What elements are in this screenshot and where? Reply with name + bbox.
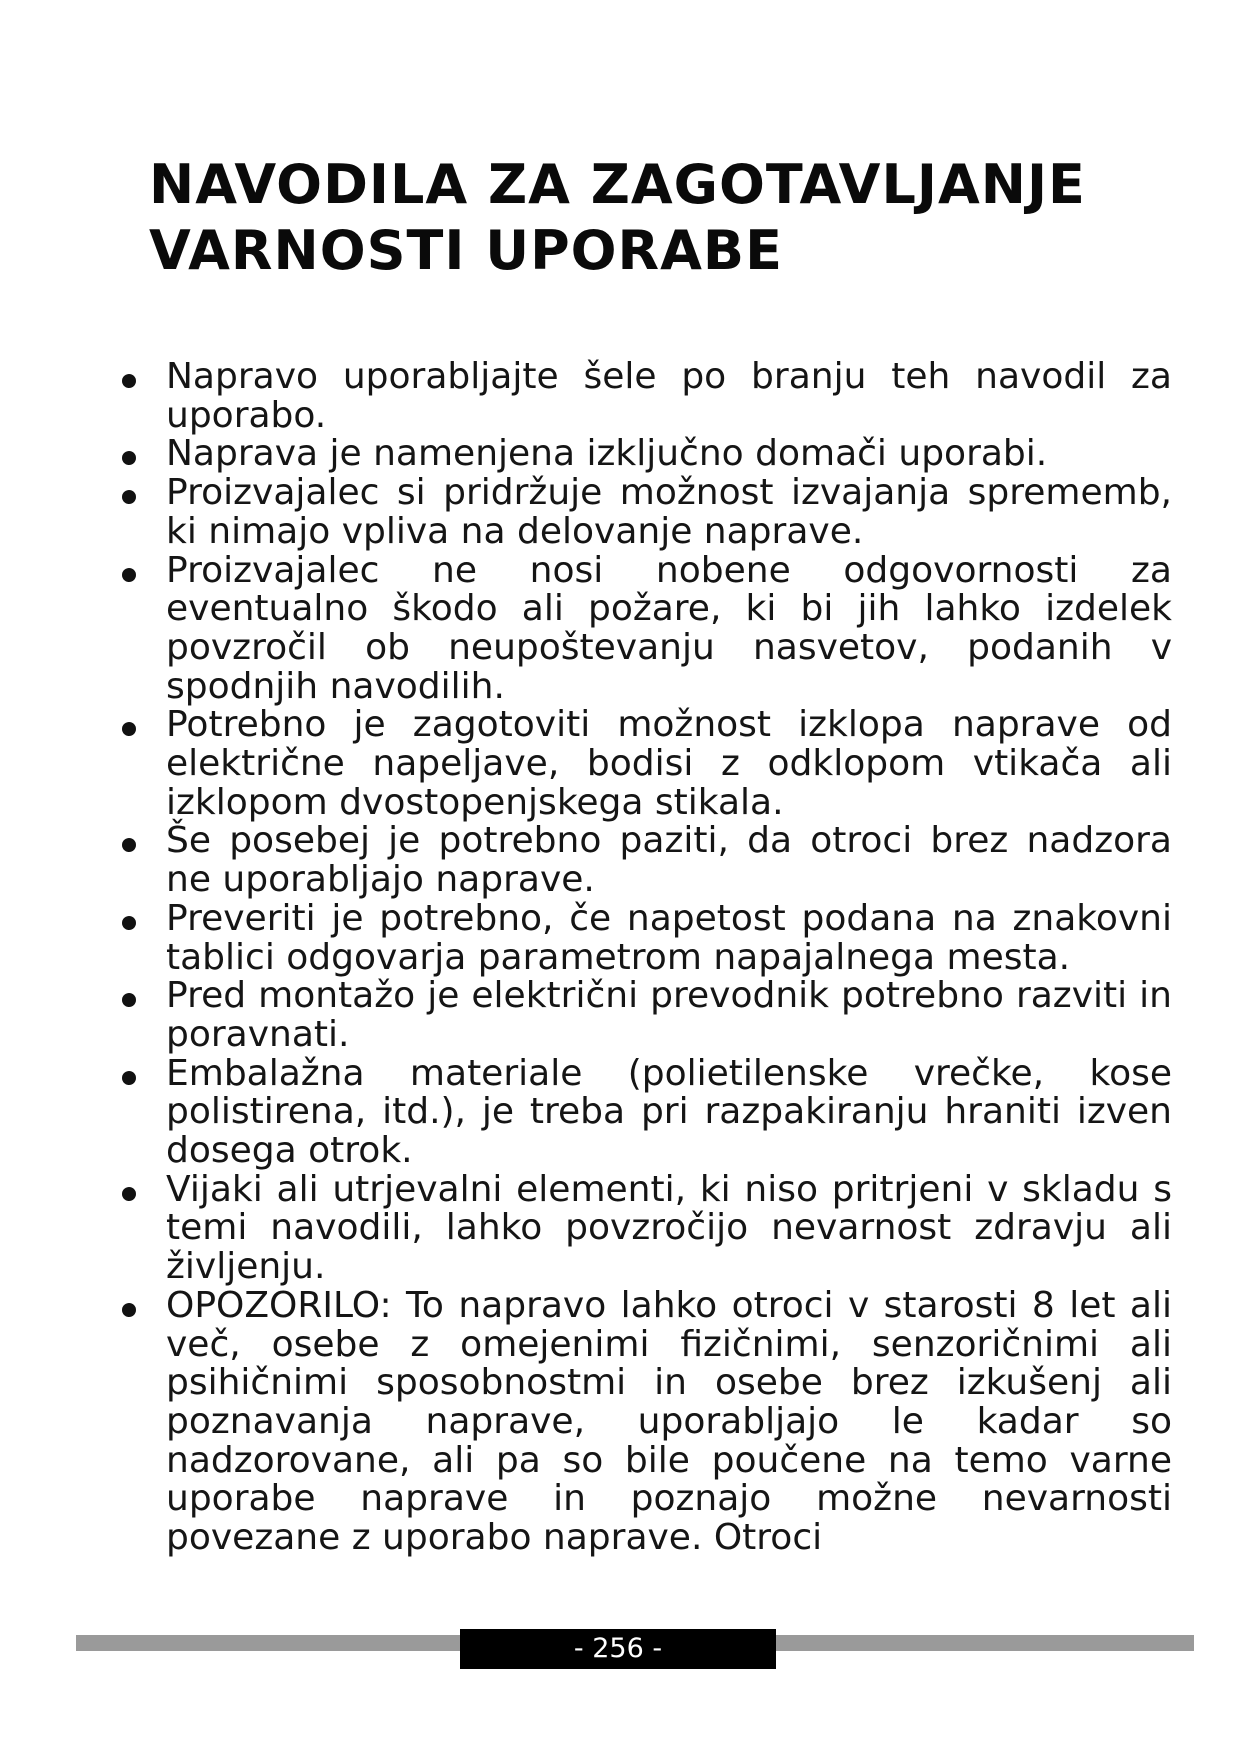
list-item (112, 435, 1172, 474)
list-item (112, 822, 1172, 899)
list-item (112, 897, 1172, 978)
list-item-text: Potrebno je zagotoviti možnost izklopa naprave od električne napeljave, bodisi z odklopom vtikača ali izklopom dvostopenjskega stikala. (166, 704, 1172, 823)
list-item-text: Embalažna materiale (polietilenske vrečke, kose polistirena, itd.), je treba pri razpakiranju hraniti izven dosega otrok. (166, 1052, 1172, 1172)
bullet-icon (122, 993, 136, 1007)
list-item (112, 549, 1172, 707)
list-item-text: Še posebej je potrebno paziti, da otroci brez nadzora ne uporabljajo naprave. (166, 820, 1172, 901)
list-item-text: Proizvajalec ne nosi nobene odgovornosti za eventualno škodo ali požare, ki bi jih lahko izdelek povzročil ob neupoštevanju nasvetov, podanih v spodnjih navodilih. (166, 549, 1172, 707)
bullet-icon (122, 722, 136, 736)
list-item (112, 1052, 1172, 1172)
list-item-text: OPOZORILO: To napravo lahko otroci v starosti 8 let ali več, osebe z omejenimi fizičnimi, senzoričnimi ali psihičnimi sposobnostmi in osebe brez izkušenj ali poznavanja naprave, uporabljajo le kadar so nadzorovane, ali pa so bile poučene na temo varne uporabe naprave in poznajo možne nevarnosti povezane z uporabo naprave. Otroci (166, 1284, 1172, 1559)
bullet-icon (122, 1071, 136, 1085)
list-item-text: Napravo uporabljajte šele po branju teh navodil za uporabo. (166, 356, 1172, 436)
list-item-text: Naprava je namenjena izključno domači uporabi. (166, 433, 1048, 475)
bullet-icon (122, 451, 136, 465)
bullet-icon (122, 1187, 136, 1201)
bullet-icon (122, 490, 136, 504)
list-item (112, 358, 1172, 435)
list-item-text: Preveriti je potrebno, če napetost podana na znakovni tablici odgovarja parametrom napajalnega mesta. (166, 897, 1172, 978)
list-item (112, 474, 1172, 551)
page-title: NAVODILA ZA ZAGOTAVLJANJE VARNOSTI UPORABE (149, 153, 1086, 282)
list-item (112, 977, 1172, 1054)
page-number: - 256 - (460, 1629, 776, 1669)
bullet-icon (122, 374, 136, 388)
list-item-text: Vijaki ali utrjevalni elementi, ki niso pritrjeni v skladu s temi navodili, lahko povzročijo nevarnost zdravju ali življenju. (166, 1168, 1172, 1288)
list-item-text: Pred montažo je električni prevodnik potrebno razviti in poravnati. (166, 975, 1172, 1055)
list-item-text: Proizvajalec si pridržuje možnost izvajanja sprememb, ki nimajo vpliva na delovanje naprave. (166, 472, 1172, 552)
bullet-icon (122, 838, 136, 852)
bullet-icon (122, 1303, 136, 1317)
bullet-icon (122, 916, 136, 930)
bullet-icon (122, 568, 136, 582)
list-item (112, 1168, 1172, 1288)
list-item (112, 706, 1172, 822)
list-item (112, 1284, 1172, 1559)
safety-instructions-list (112, 358, 1172, 1558)
